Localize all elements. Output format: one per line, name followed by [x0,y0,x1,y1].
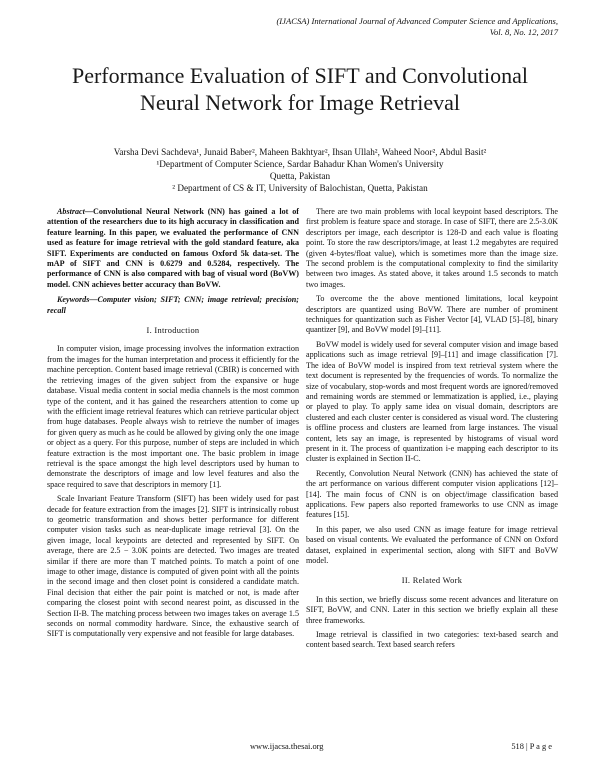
title-line-2: Neural Network for Image Retrieval [139,90,461,115]
title-line-1: Performance Evaluation of SIFT and Convolutional [71,63,528,88]
abstract-text [47,207,299,290]
intro-paragraph-3: There are two main problems with local keypoint based descriptors. The first problem is feature space and storage. In case of SIFT, there are 2.5-3.0K descriptors per image, each descriptor is 128-D and each value is floating point. To store the raw descriptors/image, at least 1.2 megabytes are required (given 4-bytes/float value), which is sometimes more than the image size. The second problem is the computational complexity to find the similarity between two images. As stated above, it takes around 1.5 seconds to match two images. [306,207,558,289]
footer-page-number: 518 | P a g e [511,742,552,751]
abstract-body: Convolutional Neural Network (NN) has gained a lot of attention of the researchers due to its high accuracy in classification and feature learning. In this paper, we evaluated the performance of CNN used as feature for image retrieval with the gold standard feature, aka SIFT. Experiments are conducted on famous Oxford 5k data-set. The mAP of SIFT and CNN is 0.6279 and 0.5284, respectively. The performance of CNN is also compared with bag of visual word (BoVW) model. CNN achieves better accuracy than BoVW. [47,207,299,289]
journal-header [158,16,558,38]
paper-title [40,62,560,116]
intro-paragraph-1: In computer vision, image processing involves the information extraction from the images for the human interpretation and process it efficiently for the machine perception. Content based image retrieval (CBIR) is concerned with the retrieving images of the given subject from the expansive or huge database. Visual media content in social media channels is the most common type of the content, and it has gained the researchers attention to come up with the efficient image retrieval features which can retrieve particular object from huge databases. People always wish to retrieve the number of images for given query as much as he could be allowed by giving only the one image or object as a query. For this purpose, number of steps are included in which feature extraction is the most important one. The basic problem in image retrieval is the space amongst the high level descriptors used by human to demonstrate the descriptors of image and low level features and also the space required to save that descriptors in memory [1]. [47,344,299,489]
right-column [306,207,558,655]
intro-paragraph-5: BoVW model is widely used for several computer vision and image based applications such as image retrieval [9]–[11] and image classification [7]. The idea of BoVW model is inspired from text retrieval system where the text document is represented by the frequencies of words. To normalize the size of vocabulary, stop-words and most frequent words are ignored/removed and remaining words are stemmed or lemmatization is applied, i.e., playing or played to play. To apply same idea on visual domain, descriptors are clustered and each cluster center is considered as visual word. The clustering is offline process and clusters are learned from large instances. The visual content, lets say an image, is represented by histograms of visual word present in it. The process of quantization i-e mapping each descriptor to its cluster is explained in Section II-C. [306,339,558,464]
related-work-paragraph-2: Image retrieval is classified in two categories: text-based search and content based search. Text based search refers [306,630,558,650]
abstract-label: Abstract— [57,207,93,216]
intro-paragraph-6: Recently, Convolution Neural Network (CNN) has achieved the state of the art performance on various different computer vision applications [12]–[14]. The main focus of CNN is on object/image classification based applications. Few papers also reported frameworks to use CNN as image features [15]. [306,468,558,520]
keywords: Keywords—Computer vision; SIFT; CNN; image retrieval; precision; recall [47,295,299,315]
intro-paragraph-2: Scale Invariant Feature Transform (SIFT) has been widely used for past decade for feature extraction from the images [2]. SIFT is intrinsically robust to geometric transformation and shows better performance for different computer vision tasks such as near-duplicate image retrieval [3]. On the given image, local keypoints are detected and represented by SIFT. On average, there are 2.5 − 3.0K points are detected. Two images are treated similar if there are more than T matched points. To match a point of one image to other image, distance is computed of given point with all the points in the second image and then closet point is considered a candidate match. Final decision that either the pair point is matched or not, is made after comparing the closest point with second nearest point, as discussed in the Section II-B. The matching process between two images takes on average 1.5 seconds on normal commodity hardware. Since, the exhaustive search of SIFT is computationally very expensive and not feasible for large databases. [47,494,299,639]
section-heading-introduction: I. Introduction [146,326,200,336]
affiliation-1: ¹Department of Computer Science, Sardar Bahadur Khan Women's University [156,159,444,169]
author-block [40,146,560,194]
journal-line-1: (IJACSA) International Journal of Advanced Computer Science and Applications, [276,16,558,26]
journal-line-2: Vol. 8, No. 12, 2017 [489,27,558,37]
section-heading-related-work: II. Related Work [401,576,463,586]
affiliation-2: ² Department of CS & IT, University of Balochistan, Quetta, Pakistan [172,183,428,193]
intro-paragraph-7: In this paper, we also used CNN as image feature for image retrieval based on visual contents. We evaluated the performance of CNN on Oxford dataset, explained in experimental section, along with SIFT and BoVW model. [306,524,558,565]
affiliation-1-city: Quetta, Pakistan [269,171,331,181]
author-names: Varsha Devi Sachdeva¹, Junaid Baber², Maheen Bakhtyar², Ihsan Ullah², Waheed Noor², Abdul Basit² [113,147,487,157]
abstract [47,207,299,316]
intro-paragraph-4: To overcome the the above mentioned limitations, local keypoint descriptors are quantized using BoVW. There are number of prominent techniques for quantization such as Fisher Vector [4], VLAD [5]–[8], binary quantizer [9], and BoVW model [9]–[11]. [306,294,558,335]
footer-url: www.ijacsa.thesai.org [250,742,324,751]
related-work-paragraph-1: In this section, we briefly discuss some recent advances and literature on SIFT, BoVW, and CNN. Later in this section we briefly explain all these three frameworks. [306,594,558,625]
left-column [47,207,299,644]
